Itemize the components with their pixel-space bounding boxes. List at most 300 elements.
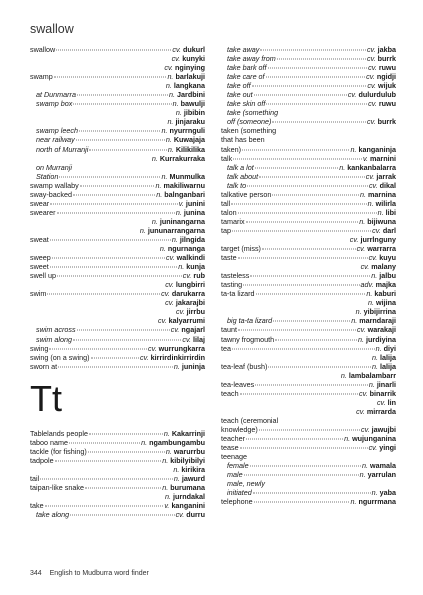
part-of-speech: n.: [175, 108, 182, 118]
mudburra-word: marnina: [368, 189, 396, 199]
dot-leader: [73, 194, 155, 195]
dot-leader: [266, 104, 367, 105]
english-headword: tea-leaves: [221, 379, 255, 389]
dot-leader: [73, 339, 181, 340]
part-of-speech: cv.: [164, 63, 174, 73]
left-column: [30, 45, 205, 519]
mudburra-word: ngambungambu: [149, 437, 205, 447]
dictionary-entry: [221, 117, 396, 126]
dictionary-entry: [221, 325, 396, 334]
english-headword: taken): [221, 144, 241, 154]
english-headword: take bark off: [227, 63, 267, 73]
dictionary-entry: [30, 465, 205, 474]
mudburra-word: libi: [385, 207, 396, 217]
dictionary-entry: [221, 72, 396, 81]
mudburra-word: jilngida: [179, 234, 205, 244]
part-of-speech: cv.: [366, 117, 376, 127]
part-of-speech: cv.: [182, 271, 192, 281]
english-headword: tawny frogmouth: [221, 334, 275, 344]
part-of-speech: n.: [172, 99, 179, 109]
mudburra-word: wijuk: [378, 81, 396, 91]
dot-leader: [89, 149, 166, 150]
mudburra-word: jalbu: [379, 271, 396, 281]
english-headword: sway-backed: [30, 189, 72, 199]
mudburra-word: ngurnanga: [167, 244, 205, 254]
mudburra-word: dikal: [379, 180, 396, 190]
part-of-speech: v.: [164, 501, 170, 511]
part-of-speech: cv.: [161, 289, 170, 299]
dot-leader: [252, 86, 367, 87]
dictionary-entry: [221, 371, 396, 380]
dictionary-entry: [30, 244, 205, 253]
mudburra-word: lungbirri: [175, 280, 205, 290]
part-of-speech: n.: [156, 189, 163, 199]
dot-leader: [238, 258, 368, 259]
dictionary-entry: [221, 488, 396, 497]
dictionary-entry: [30, 235, 205, 244]
dictionary-entry: [221, 90, 396, 99]
mudburra-word: wujunganina: [352, 434, 396, 444]
part-of-speech: n.: [377, 207, 384, 217]
dictionary-entry: [30, 474, 205, 483]
english-headword: take skin off: [227, 99, 266, 109]
mudburra-word: kalyarrumi: [168, 316, 205, 326]
dot-leader: [256, 294, 366, 295]
part-of-speech: n.: [371, 488, 378, 498]
dot-leader: [57, 212, 175, 213]
part-of-speech: n.: [178, 262, 185, 272]
dot-leader: [70, 515, 174, 516]
mudburra-word: jakba: [377, 45, 396, 54]
part-of-speech: n.: [350, 497, 357, 507]
dictionary-entry: [221, 99, 396, 108]
dot-leader: [69, 442, 140, 443]
part-of-speech: cv.: [349, 234, 359, 244]
english-headword: that has been: [221, 135, 265, 145]
right-column: [221, 45, 396, 506]
part-of-speech: cv.: [367, 81, 377, 91]
part-of-speech: cv.: [175, 307, 185, 317]
part-of-speech: n.: [163, 428, 170, 438]
mudburra-word: ngurrmana: [358, 497, 396, 507]
part-of-speech: n.: [360, 189, 367, 199]
english-headword: initiated: [227, 488, 252, 498]
dot-leader: [238, 212, 377, 213]
mudburra-word: barlakuji: [175, 72, 205, 82]
dictionary-entry: [30, 253, 205, 262]
dot-leader: [50, 267, 177, 268]
dot-leader: [244, 475, 359, 476]
english-headword: tea: [221, 343, 231, 353]
english-headword: tasting: [221, 280, 243, 290]
mudburra-word: jirrbu: [186, 307, 205, 317]
dictionary-entry: [221, 226, 396, 235]
mudburra-word: jibibin: [183, 108, 205, 118]
part-of-speech: n.: [359, 216, 366, 226]
dictionary-entry: [221, 362, 396, 371]
dictionary-entry: [30, 353, 205, 362]
dictionary-entry: [221, 154, 396, 163]
mudburra-word: juninangarna: [159, 216, 205, 226]
english-headword: take off: [227, 81, 251, 91]
mudburra-word: rub: [193, 271, 205, 281]
dot-leader: [85, 487, 161, 488]
part-of-speech: n.: [368, 379, 375, 389]
mudburra-word: junina: [183, 207, 205, 217]
letter-heading: Tt: [30, 377, 62, 419]
mudburra-word: dulurdulub: [358, 90, 396, 100]
dictionary-entry: [221, 208, 396, 217]
part-of-speech: n.: [167, 72, 174, 82]
dot-leader: [76, 140, 165, 141]
dot-leader: [246, 221, 359, 222]
dictionary-entry: [30, 510, 205, 519]
part-of-speech: n.: [161, 126, 168, 136]
part-of-speech: n.: [159, 244, 166, 254]
english-headword: tasteless: [221, 271, 250, 281]
dictionary-entry: [221, 163, 396, 172]
english-headword: tall: [221, 198, 231, 208]
english-headword: big ta-ta lizard: [227, 316, 273, 326]
part-of-speech: n.: [173, 473, 180, 483]
mudburra-word: burumana: [170, 482, 205, 492]
mudburra-word: yaba: [379, 488, 396, 498]
dot-leader: [88, 451, 165, 452]
part-of-speech: cv.: [182, 334, 191, 344]
mudburra-word: kanganinja: [358, 144, 396, 154]
mudburra-word: lin: [387, 397, 396, 407]
part-of-speech: n.: [165, 135, 172, 145]
english-headword: sweet: [30, 262, 49, 272]
english-headword: take: [30, 501, 44, 511]
dictionary-entry: [30, 429, 205, 438]
dictionary-entry: [221, 497, 396, 506]
dictionary-entry: [30, 172, 205, 181]
dot-leader: [262, 249, 356, 250]
mudburra-word: yarrulan: [367, 470, 396, 480]
mudburra-word: burrk: [377, 117, 396, 127]
mudburra-word: wamala: [370, 461, 396, 471]
dictionary-entry: [30, 54, 205, 63]
mudburra-word: jurndakal: [173, 492, 205, 502]
part-of-speech: cv.: [368, 443, 378, 453]
dot-leader: [272, 194, 359, 195]
english-headword: tea-leaf (bush): [221, 361, 268, 371]
dot-leader: [40, 478, 173, 479]
dictionary-entry: [221, 108, 396, 117]
dot-leader: [266, 77, 366, 78]
part-of-speech: cv.: [365, 171, 375, 181]
dot-leader: [240, 393, 358, 394]
dictionary-entry: [221, 389, 396, 398]
dictionary-entry: [221, 316, 396, 325]
english-headword: taboo name: [30, 437, 68, 447]
dot-leader: [57, 276, 182, 277]
mudburra-word: kaburi: [374, 289, 396, 299]
mudburra-word: durru: [186, 510, 205, 520]
dictionary-entry: [30, 325, 205, 334]
dot-leader: [260, 50, 366, 51]
dot-leader: [79, 131, 161, 132]
dictionary-entry: [30, 307, 205, 316]
english-headword: talk to: [227, 180, 247, 190]
dictionary-entry: [221, 54, 396, 63]
english-headword: take along: [36, 510, 70, 520]
dictionary-entry: [221, 353, 396, 362]
dot-leader: [240, 448, 368, 449]
mudburra-word: jurrlnguny: [360, 234, 396, 244]
mudburra-word: burrk: [377, 54, 396, 64]
dictionary-entry: [30, 81, 205, 90]
dictionary-entry: [221, 280, 396, 289]
dot-leader: [273, 321, 350, 322]
mudburra-word: warurrbu: [173, 446, 205, 456]
english-headword: male, newly: [227, 479, 265, 489]
part-of-speech: cv.: [366, 72, 375, 82]
part-of-speech: n.: [344, 434, 351, 444]
mudburra-word: makiliwarnu: [163, 180, 205, 190]
english-headword: Station: [36, 171, 59, 181]
dot-leader: [243, 285, 359, 286]
mudburra-word: jawujbi: [371, 424, 396, 434]
dictionary-entry: [221, 452, 396, 461]
dictionary-entry: [30, 362, 205, 371]
dictionary-entry: [30, 298, 205, 307]
english-headword: teach: [221, 388, 239, 398]
part-of-speech: n.: [162, 482, 169, 492]
mudburra-word: malany: [371, 262, 396, 272]
part-of-speech: cv.: [368, 63, 377, 73]
part-of-speech: cv.: [165, 298, 174, 308]
dictionary-entry: [30, 90, 205, 99]
dictionary-entry: [30, 217, 205, 226]
english-headword: swim across: [36, 325, 76, 335]
mudburra-word: jarrak: [376, 171, 396, 181]
english-headword: tamarix: [221, 216, 245, 226]
part-of-speech: cv.: [347, 90, 357, 100]
dot-leader: [250, 466, 361, 467]
english-headword: taunt: [221, 325, 237, 335]
mudburra-word: junini: [185, 198, 205, 208]
dictionary-entry: [30, 316, 205, 325]
english-headword: swearer: [30, 207, 56, 217]
dot-leader: [242, 149, 349, 150]
english-headword: swamp wallaby: [30, 180, 79, 190]
part-of-speech: n.: [165, 446, 172, 456]
part-of-speech: n.: [161, 171, 168, 181]
mudburra-word: Munmulka: [169, 171, 205, 181]
english-headword: female: [227, 461, 249, 471]
mudburra-word: lilaj: [193, 334, 205, 344]
part-of-speech: cv.: [140, 352, 149, 362]
dictionary-entry: [221, 244, 396, 253]
english-headword: Tablelands people: [30, 428, 88, 438]
part-of-speech: n.: [359, 470, 366, 480]
dictionary-entry: [221, 235, 396, 244]
dictionary-entry: [30, 335, 205, 344]
dictionary-entry: [221, 253, 396, 262]
dictionary-entry: [221, 425, 396, 434]
dictionary-entry: [30, 344, 205, 353]
mudburra-word: lambalambarr: [348, 370, 396, 380]
english-headword: at Dunmarra: [36, 90, 76, 100]
part-of-speech: n.: [371, 271, 378, 281]
dictionary-entry: [30, 483, 205, 492]
part-of-speech: n.: [139, 225, 146, 235]
part-of-speech: cv.: [366, 54, 376, 64]
dictionary-entry: [221, 199, 396, 208]
dot-leader: [45, 506, 164, 507]
dictionary-entry: [221, 307, 396, 316]
dot-leader: [47, 294, 160, 295]
english-headword: take away from: [227, 54, 276, 64]
dictionary-entry: [221, 470, 396, 479]
dot-leader: [49, 348, 147, 349]
part-of-speech: n.: [362, 461, 369, 471]
dictionary-entry: [30, 145, 205, 154]
mudburra-word: kirikira: [181, 464, 205, 474]
english-headword: swim along: [36, 334, 72, 344]
part-of-speech: n.: [151, 216, 158, 226]
mudburra-word: ruwu: [378, 63, 396, 73]
dot-leader: [272, 122, 366, 123]
dot-leader: [50, 203, 178, 204]
dot-leader: [50, 239, 171, 240]
mudburra-word: jurdiyina: [366, 334, 396, 344]
part-of-speech: cv.: [368, 99, 377, 109]
dictionary-entry: [30, 199, 205, 208]
mudburra-word: Kakarrinji: [171, 428, 205, 438]
dictionary-entry: [221, 407, 396, 416]
dot-leader: [232, 348, 375, 349]
mudburra-word: jununarrangarna: [147, 225, 205, 235]
dot-leader: [268, 366, 371, 367]
part-of-speech: cv.: [368, 180, 378, 190]
part-of-speech: v.: [362, 153, 369, 163]
dot-leader: [238, 330, 356, 331]
english-headword: take out: [227, 90, 253, 100]
dictionary-entry: [30, 99, 205, 108]
part-of-speech: cv.: [165, 253, 175, 263]
mudburra-word: jawurd: [181, 473, 205, 483]
english-headword: taste: [221, 253, 237, 263]
english-headword: sworn at: [30, 361, 58, 371]
part-of-speech: n.: [355, 307, 362, 317]
part-of-speech: n.: [366, 289, 373, 299]
mudburra-word: yingi: [379, 443, 396, 453]
dictionary-entry: [30, 108, 205, 117]
dictionary-entry: [221, 181, 396, 190]
english-headword: swamp box: [36, 99, 73, 109]
mudburra-word: kankanbalarra: [347, 162, 396, 172]
running-head: swallow: [30, 22, 74, 36]
part-of-speech: cv.: [358, 388, 368, 398]
mudburra-word: majka: [375, 280, 396, 290]
mudburra-word: wilirla: [375, 198, 396, 208]
english-headword: talk: [221, 153, 233, 163]
part-of-speech: n.: [367, 198, 374, 208]
part-of-speech: cv.: [356, 325, 366, 335]
mudburra-word: bijiwuna: [367, 216, 396, 226]
dot-leader: [91, 357, 139, 358]
dot-leader: [58, 366, 173, 367]
english-headword: swallow: [30, 45, 56, 54]
dictionary-entry: [30, 456, 205, 465]
english-headword: tackle (for fishing): [30, 446, 87, 456]
dot-leader: [52, 258, 165, 259]
dot-leader: [259, 429, 360, 430]
english-headword: swamp: [30, 72, 53, 82]
part-of-speech: cv.: [356, 406, 365, 416]
left-entries: [30, 45, 205, 371]
mudburra-word: jakarajbi: [175, 298, 205, 308]
part-of-speech: n.: [340, 370, 347, 380]
part-of-speech: n.: [165, 492, 172, 502]
page-number: 344: [30, 570, 42, 577]
mudburra-word: marndaraji: [359, 316, 396, 326]
dot-leader: [253, 493, 371, 494]
right-entries: [221, 45, 396, 506]
mudburra-word: mirrarda: [366, 406, 396, 416]
dot-leader: [246, 439, 343, 440]
part-of-speech: n.: [372, 361, 379, 371]
english-headword: swing (on a swing): [30, 352, 90, 362]
part-of-speech: n.: [173, 464, 180, 474]
part-of-speech: n.: [169, 90, 176, 100]
dictionary-entry: [221, 145, 396, 154]
dot-leader: [54, 77, 167, 78]
dot-leader: [277, 59, 366, 60]
dictionary-entry: [221, 479, 396, 488]
dictionary-entry: [30, 289, 205, 298]
part-of-speech: n.: [162, 455, 169, 465]
dictionary-entry: [30, 438, 205, 447]
mudburra-word: wijina: [376, 298, 396, 308]
part-of-speech: n.: [175, 207, 182, 217]
english-headword: talk about: [227, 171, 259, 181]
mudburra-word: nginying: [175, 63, 205, 73]
mudburra-word: juninja: [181, 361, 205, 371]
mudburra-word: darukarra: [171, 289, 205, 299]
dictionary-entry: [221, 172, 396, 181]
english-headword: north of Murranji: [36, 144, 89, 154]
part-of-speech: cv.: [360, 424, 370, 434]
english-headword: on Murranji: [36, 162, 72, 172]
dictionary-entry: [30, 271, 205, 280]
mudburra-word: kanganini: [171, 501, 205, 511]
dot-leader: [259, 176, 365, 177]
mudburra-word: Kurrakurraka: [159, 153, 205, 163]
dot-leader: [59, 176, 160, 177]
mudburra-word: ngajarl: [181, 325, 205, 335]
dictionary-entry: [30, 181, 205, 190]
english-headword: teacher: [221, 434, 245, 444]
dictionary-entry: [221, 271, 396, 280]
dictionary-entry: [30, 501, 205, 510]
mudburra-word: darl: [382, 225, 396, 235]
dictionary-entry: [221, 126, 396, 135]
english-headword: tease: [221, 443, 239, 453]
part-of-speech: n.: [141, 437, 148, 447]
mudburra-word: dukurl: [183, 45, 205, 54]
mudburra-word: ruwu: [378, 99, 396, 109]
mudburra-word: jinjaraku: [175, 117, 205, 127]
english-headword: take care of: [227, 72, 265, 82]
dot-leader: [232, 230, 371, 231]
english-headword: teach (ceremonial: [221, 415, 279, 425]
english-headword: swamp leech: [36, 126, 78, 136]
dictionary-entry: [30, 492, 205, 501]
